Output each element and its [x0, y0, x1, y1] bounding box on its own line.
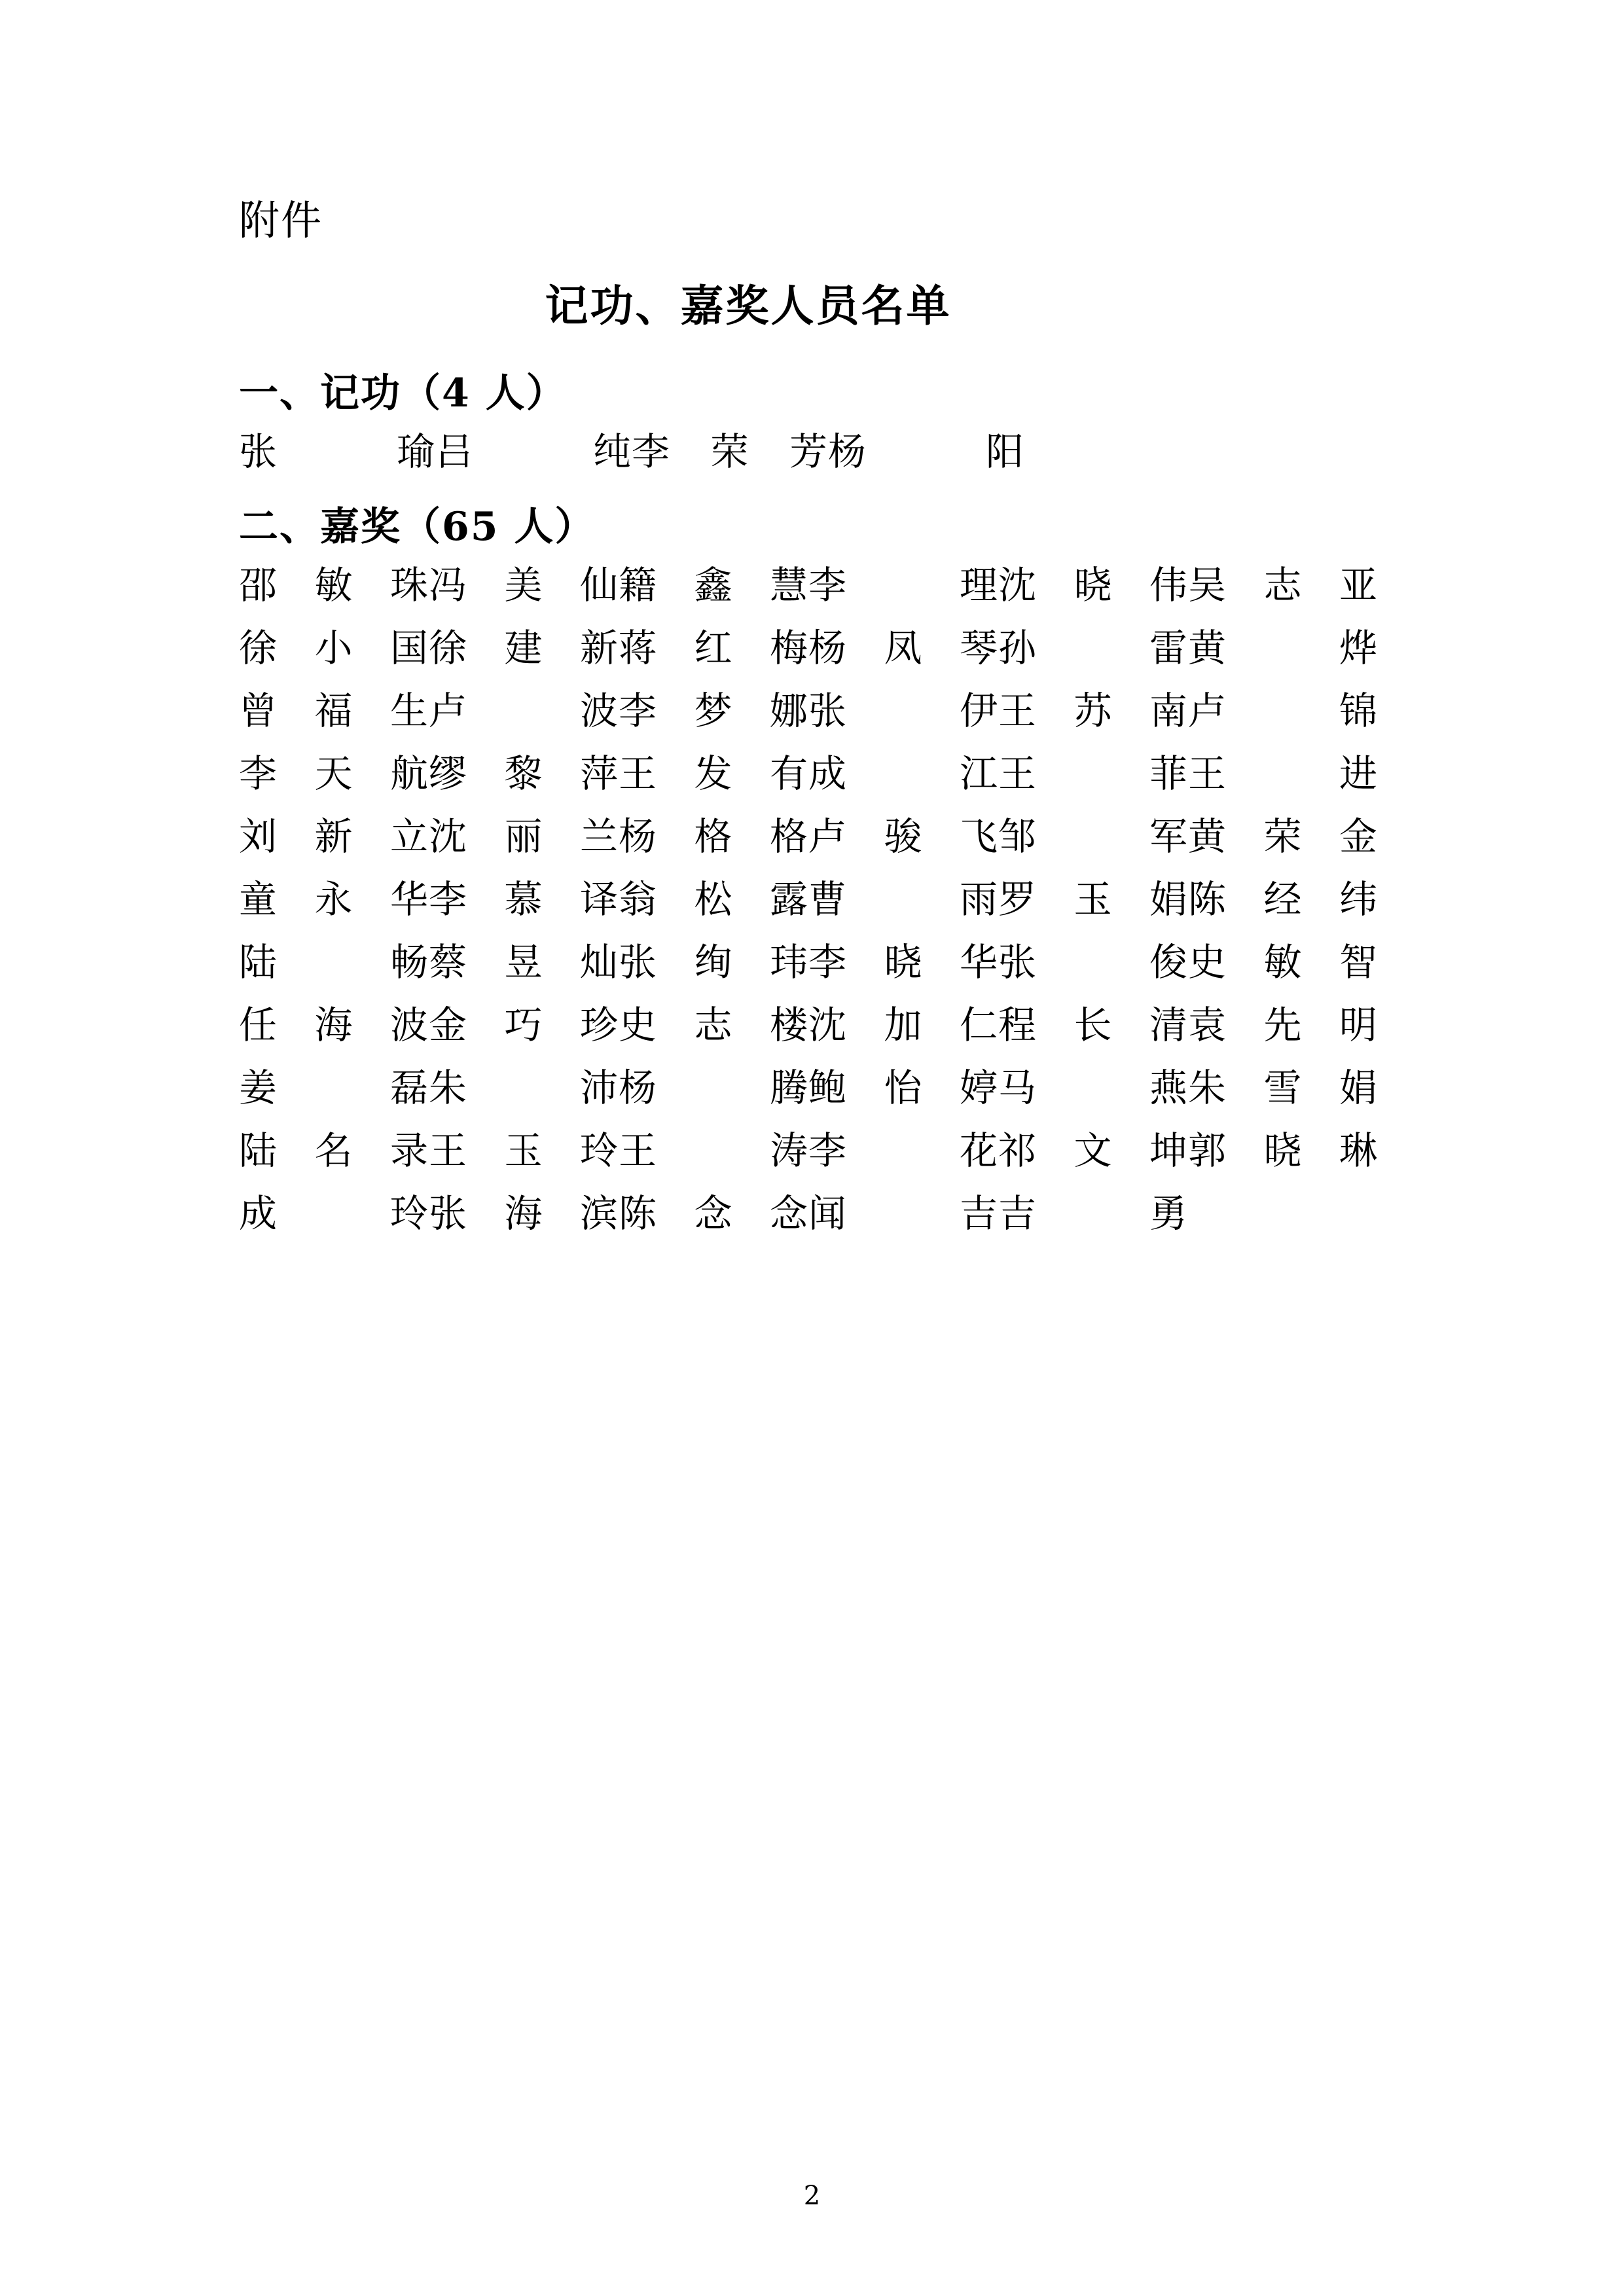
page-title: 记功、嘉奖人员名单: [545, 280, 952, 332]
person-name: 黄 烨: [1188, 626, 1378, 671]
person-name: 任海波: [239, 1003, 429, 1048]
person-name: 金巧珍: [429, 1003, 619, 1048]
person-name: 卢 波: [429, 689, 619, 734]
person-name: 徐小国: [239, 626, 429, 671]
person-name: 李梦娜: [619, 689, 808, 734]
person-name: 史志楼: [619, 1003, 808, 1048]
person-name: 李晓华: [808, 940, 998, 985]
name-row: [239, 1128, 1408, 1174]
person-name: 袁先明: [1188, 1003, 1378, 1048]
person-name: 陆名录: [239, 1128, 429, 1174]
person-name: 陆 畅: [239, 940, 429, 985]
name-row: [239, 877, 1408, 922]
person-name: 成 江: [808, 751, 998, 797]
person-name: 郭晓琳: [1188, 1128, 1378, 1174]
person-name: 孙 雷: [998, 626, 1188, 671]
person-name: 闻 吉: [808, 1191, 998, 1236]
person-name: 罗玉娟: [998, 877, 1188, 922]
name-row: [239, 689, 1408, 734]
person-name: 李 花: [808, 1128, 998, 1174]
name-row: [239, 563, 1408, 608]
person-name: 成 玲: [239, 1191, 429, 1236]
person-name: 沈丽兰: [429, 814, 619, 859]
person-name: 李天航: [239, 751, 429, 797]
person-name: 李荣芳: [632, 429, 828, 475]
person-name: 吴志亚: [1188, 563, 1378, 608]
name-row: [239, 940, 1408, 985]
name-row: [239, 751, 1408, 797]
name-row: [239, 1003, 1408, 1048]
person-name: 蒋红梅: [619, 626, 808, 671]
person-name: 吕 纯: [435, 429, 632, 475]
person-name: 杨格格: [619, 814, 808, 859]
person-name: 王 菲: [998, 751, 1188, 797]
person-name: 刘新立: [239, 814, 429, 859]
person-name: 童永华: [239, 877, 429, 922]
person-name: 张 伊: [808, 689, 998, 734]
person-name: 蔡昱灿: [429, 940, 619, 985]
person-name: 朱雪娟: [1188, 1066, 1378, 1111]
person-name: 祁文坤: [998, 1128, 1188, 1174]
person-name: 卢骏飞: [808, 814, 998, 859]
person-name: 张绚玮: [619, 940, 808, 985]
person-name: 卢 锦: [1188, 689, 1378, 734]
person-name: 缪黎萍: [429, 751, 619, 797]
person-name: 鲍怡婷: [808, 1066, 998, 1111]
name-row: [239, 626, 1408, 671]
person-name: 杨凤琴: [808, 626, 998, 671]
person-name: 曹 雨: [808, 877, 998, 922]
name-row: [239, 1066, 1408, 1111]
person-name: 王 进: [1188, 751, 1378, 797]
name-row: [239, 1191, 1408, 1236]
person-name: 王发有: [619, 751, 808, 797]
person-name: 程长清: [998, 1003, 1188, 1048]
person-name: 杨 阳: [828, 429, 1024, 475]
person-name: 朱 沛: [429, 1066, 619, 1111]
person-name: 杨 腾: [619, 1066, 808, 1111]
person-name: 籍鑫慧: [619, 563, 808, 608]
person-name: 王苏南: [998, 689, 1188, 734]
person-name: 陈经纬: [1188, 877, 1378, 922]
person-name: 邹 军: [998, 814, 1188, 859]
person-name: 李慕译: [429, 877, 619, 922]
person-name: 张 俊: [998, 940, 1188, 985]
person-name: 张 瑜: [239, 429, 435, 475]
section-merit: [239, 362, 1408, 475]
attachment-label: 附件: [239, 196, 323, 244]
person-name: 沈加仁: [808, 1003, 998, 1048]
person-name: 冯美仙: [429, 563, 619, 608]
person-name: 姜 磊: [239, 1066, 429, 1111]
person-name: 马 燕: [998, 1066, 1188, 1111]
person-name: 陈念念: [619, 1191, 808, 1236]
person-name: 黄荣金: [1188, 814, 1378, 859]
person-name: 徐建新: [429, 626, 619, 671]
person-name: 翁松露: [619, 877, 808, 922]
merit-name-list: [239, 429, 1408, 475]
name-row: [239, 814, 1408, 859]
name-row: [239, 429, 1408, 475]
person-name: 王 涛: [619, 1128, 808, 1174]
person-name: 史敏智: [1188, 940, 1378, 985]
award-name-list: [239, 563, 1408, 1236]
section-award: [239, 495, 1408, 1236]
person-name: 张海滨: [429, 1191, 619, 1236]
person-name: 王玉玲: [429, 1128, 619, 1174]
person-name: 吉 勇: [998, 1191, 1188, 1236]
person-name: 李 理: [808, 563, 998, 608]
page-number: 2: [803, 2181, 821, 2211]
section-merit-heading: 一、记功（4 人）: [239, 370, 567, 417]
section-award-heading: 二、嘉奖（65 人）: [239, 504, 596, 550]
person-name: 邵敏珠: [239, 563, 429, 608]
person-name: 沈晓伟: [998, 563, 1188, 608]
person-name: 曾福生: [239, 689, 429, 734]
